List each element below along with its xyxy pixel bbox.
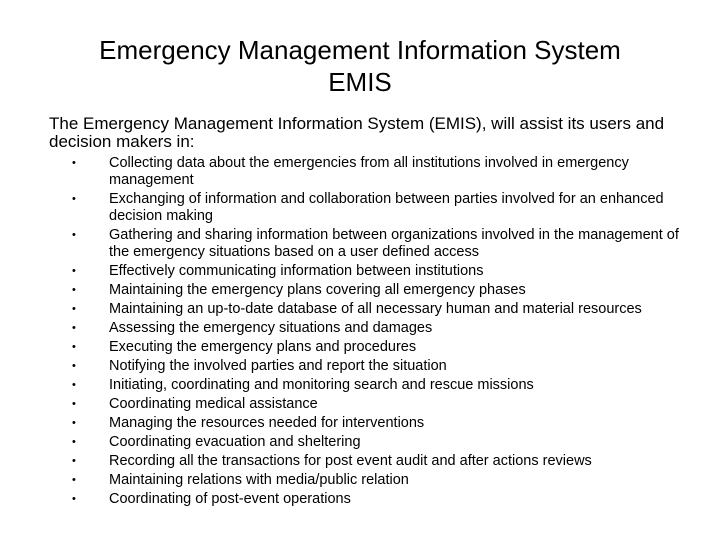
list-item-text: Maintaining the emergency plans covering all emergency phases (109, 282, 526, 298)
list-item (72, 358, 692, 375)
list-item-text: Maintaining relations with media/public relation (109, 472, 409, 488)
list-item-text: Coordinating of post-event operations (109, 491, 351, 507)
bullet-icon: • (72, 436, 76, 448)
bullet-icon: • (72, 455, 76, 467)
list-item-text: Effectively communicating information between institutions (109, 263, 484, 279)
bullet-icon: • (72, 493, 76, 505)
list-item (72, 282, 692, 299)
bullet-icon: • (72, 398, 76, 410)
list-item (72, 339, 692, 356)
list-item (72, 472, 692, 489)
intro-text: The Emergency Management Information System (EMIS), will assist its users and decision makers in: (49, 114, 665, 151)
list-item-text: Notifying the involved parties and report the situation (109, 358, 447, 374)
bullet-icon: • (72, 193, 76, 205)
list-item (72, 434, 692, 451)
list-item-text: Collecting data about the emergencies from all institutions involved in emergency management (109, 155, 629, 188)
list-item-text: Managing the resources needed for interventions (109, 415, 425, 431)
list-item (72, 301, 692, 318)
list-item (72, 191, 692, 225)
list-item-text: Initiating, coordinating and monitoring search and rescue missions (109, 377, 534, 393)
bullet-list (72, 155, 692, 510)
bullet-icon: • (72, 157, 76, 169)
list-item (72, 320, 692, 337)
bullet-icon: • (72, 379, 76, 391)
list-item (72, 155, 692, 189)
list-item-text: Coordinating medical assistance (109, 396, 318, 412)
list-item (72, 396, 692, 413)
list-item (72, 377, 692, 394)
bullet-icon: • (72, 265, 76, 277)
bullet-icon: • (72, 303, 76, 315)
list-item (72, 263, 692, 280)
list-item-text: Executing the emergency plans and procedures (109, 339, 417, 355)
bullet-icon: • (72, 474, 76, 486)
bullet-icon: • (72, 417, 76, 429)
list-item-text: Exchanging of information and collaboration between parties involved for an enhanced decision making (109, 191, 664, 224)
slide-title (40, 34, 680, 98)
bullet-icon: • (72, 229, 76, 241)
list-item (72, 491, 692, 508)
bullet-icon: • (72, 360, 76, 372)
list-item (72, 453, 692, 470)
list-item (72, 415, 692, 432)
slide-title-line-2: EMIS (328, 67, 392, 97)
list-item-text: Assessing the emergency situations and damages (109, 320, 433, 336)
slide-title-line-1: Emergency Management Information System (99, 35, 621, 65)
list-item-text: Maintaining an up-to-date database of all necessary human and material resources (109, 301, 642, 317)
list-item-text: Recording all the transactions for post event audit and after actions reviews (109, 453, 592, 469)
list-item-text: Gathering and sharing information between organizations involved in the management of the emergency situations based on a user defined access (109, 227, 679, 260)
bullet-icon: • (72, 341, 76, 353)
list-item-text: Coordinating evacuation and sheltering (109, 434, 361, 450)
list-item (72, 227, 692, 261)
bullet-icon: • (72, 322, 76, 334)
bullet-icon: • (72, 284, 76, 296)
